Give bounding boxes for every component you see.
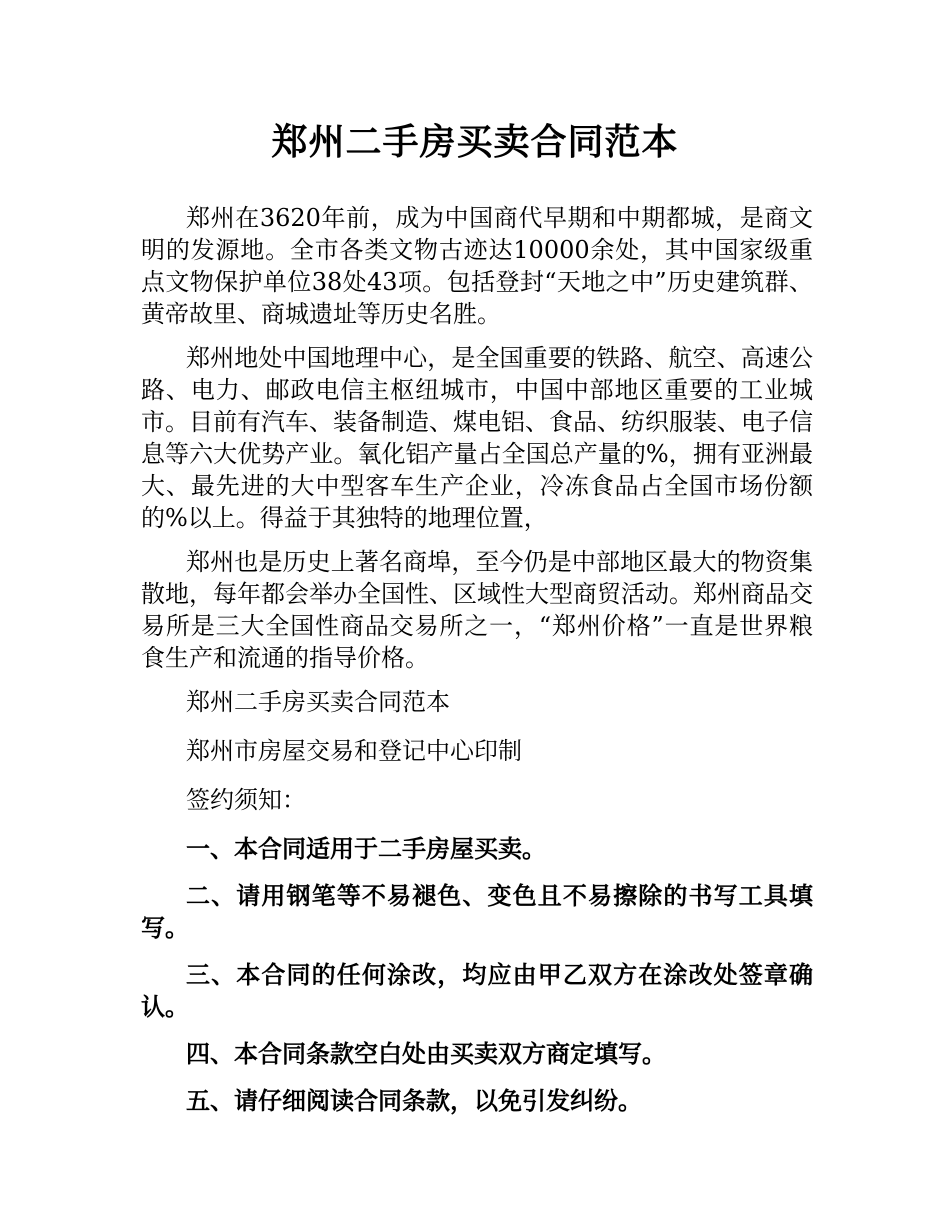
intro-paragraph-commerce: 郑州也是历史上著名商埠，至今仍是中部地区最大的物资集散地，每年都会举办全国性、区域性大型商贸活动。郑州商品交易所是三大全国性商品交易所之一，“郑州价格”一直是世界粮食生产和流通的指导价格。: [141, 548, 813, 672]
document-title: 郑州二手房买卖合同范本: [271, 122, 679, 163]
notice-heading: 签约须知：: [186, 786, 306, 814]
intro-paragraph-history: 郑州在3620年前，成为中国商代早期和中期都城，是商文明的发源地。全市各类文物古迹达10000余处，其中国家级重点文物保护单位38处43项。包括登封“天地之中”历史建筑群、黄帝故里、商城遗址等历史名胜。: [141, 204, 813, 328]
notice-item: 四、本合同条款空白处由买卖双方商定填写。: [186, 1039, 666, 1068]
intro-paragraph-geography: 郑州地处中国地理中心，是全国重要的铁路、航空、高速公路、电力、邮政电信主枢纽城市，中国中部地区重要的工业城市。目前有汽车、装备制造、煤电铝、食品、纺织服装、电子信息等六大优势产业。氧化铝产量占全国总产量的%，拥有亚洲最大、最先进的大中型客车生产企业，冷冻食品占全国市场份额的%以上。得益于其独特的地理位置，: [141, 344, 813, 532]
notice-item: 二、请用钢笔等不易褪色、变色且不易擦除的书写工具填写。: [141, 881, 813, 942]
notice-item: 三、本合同的任何涂改，均应由甲乙双方在涂改处签章确认。: [141, 960, 813, 1021]
publisher-line: 郑州市房屋交易和登记中心印制: [186, 737, 522, 765]
notice-item: 一、本合同适用于二手房屋买卖。: [186, 834, 546, 863]
contract-subtitle: 郑州二手房买卖合同范本: [186, 688, 450, 716]
document-body: [141, 202, 813, 1132]
notice-item: 五、请仔细阅读合同条款，以免引发纠纷。: [186, 1086, 642, 1115]
